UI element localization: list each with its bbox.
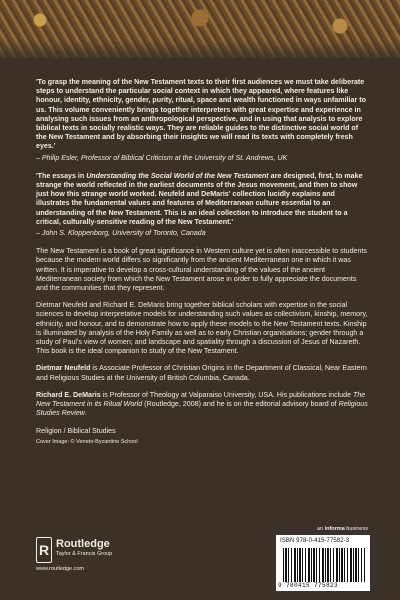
publisher-group: Taylor & Francis Group <box>56 551 113 557</box>
mosaic-fade <box>0 40 400 62</box>
endorsement-quote-1: 'To grasp the meaning of the New Testament texts to their first audiences we must take deliberate steps to understand the particular social context in which they appeared, where features like honour, identity, ethnicity, gender, purity, ritual, space and wealth functioned in ways unfamiliar to us. This volume conveniently brings together interpreters with great expertise and experience in analysing such issues from an anthropological perspective, and in using that analysis to explore biblical texts in socially realistic ways. They are reliable guides to the distinctive social world of the New Testament and by absorbing their insights we will read its texts with completely fresh eyes.' <box>36 78 366 151</box>
bio-demaris-text-2: (Routledge, 2008) and he is on the editorial advisory board of <box>142 400 339 409</box>
author-bio-neufeld <box>36 364 370 382</box>
quote-2-before: 'The essays in <box>36 171 87 180</box>
description-paragraph-2: Dietmar Neufeld and Richard E. DeMaris bring together biblical scholars with expertise in the social sciences to develop interpretative models for understanding such values as collectivism, kinship, memory, ethnicity, and honour, and to demonstrate how to apply these models to the New Testament texts. Kinship is illuminated by analysis of the Holy Family as well as to early Christian organisations; gender through a study of Paul's view of women; and landscape and spatiality through a discussion of Jesus of Nazareth. This book is the ideal companion to study of the New Testament. <box>36 301 368 356</box>
author-bio-demaris <box>36 391 370 419</box>
description-paragraph-1: The New Testament is a book of great significance in Western culture yet is often inaccessible to students because the modern world differs so significantly from the ancient Mediterranean one in which it was written. It is imperative to develop a cross-cultural understanding of the values of the ancient Mediterranean society from which the New Testament arose in order to fully appreciate the documents and the communities that they represent. <box>36 247 367 293</box>
author-bio-neufeld-text: is Associate Professor of Christian Origins in the Department of Classical, Near Eastern and Religious Studies at the University of British Columbia, Canada. <box>36 364 367 382</box>
informa-name: informa <box>324 526 345 532</box>
informa-prefix: an <box>316 526 325 532</box>
cover-credit: Cover Image: © Veneto-Byzantine School <box>36 438 138 445</box>
routledge-r-icon: R <box>36 537 52 563</box>
informa-suffix: business <box>344 526 368 532</box>
publisher-url: www.routledge.com <box>36 566 84 572</box>
footer <box>36 526 370 595</box>
barcode-bars-icon <box>283 548 365 582</box>
endorsement-attribution-2: – John S. Kloppenborg, University of Toronto, Canada <box>36 229 206 238</box>
subject-category: Religion / Biblical Studies <box>36 426 116 435</box>
endorsement-attribution-1: – Philip Esler, Professor of Biblical Criticism at the University of St. Andrews, UK <box>36 153 288 162</box>
bio-demaris-journal: Religious Studies Review <box>36 400 368 418</box>
publisher-logo <box>36 535 156 589</box>
author-name-demaris: Richard E. DeMaris <box>36 390 101 399</box>
quote-2-book-title: Understanding the Social World of the New Testament <box>86 171 269 180</box>
bio-demaris-book: The New Testament in its Ritual World <box>36 390 366 409</box>
quote-2-after: are designed, first, to make strange the world reflected in the earliest documents of the Jesus movement, and then to show just how this strange world worked. Neufeld and DeMaris' collection lucidly explains and illustrates the fundamental values and features of Mediterranean culture essential to an understanding of the New Testament. This is an ideal collection to introduce the student to a critical, culturally-sensitive reading of the New Testament.' <box>36 171 363 226</box>
publisher-name: Routledge <box>56 538 110 550</box>
barcode-digits: 9 780415 775823 <box>278 582 339 589</box>
bio-demaris-text-1: is Professor of Theology at Valparaiso University, USA. His publications include <box>100 390 353 399</box>
back-cover-text <box>36 78 370 447</box>
bio-demaris-text-3: . <box>84 409 87 418</box>
informa-business-label <box>317 526 368 532</box>
author-name-neufeld: Dietmar Neufeld <box>36 364 91 373</box>
isbn-text: ISBN 978-0-415-77582-3 <box>280 538 350 544</box>
isbn-barcode <box>276 535 370 591</box>
endorsement-quote-2 <box>36 172 370 227</box>
